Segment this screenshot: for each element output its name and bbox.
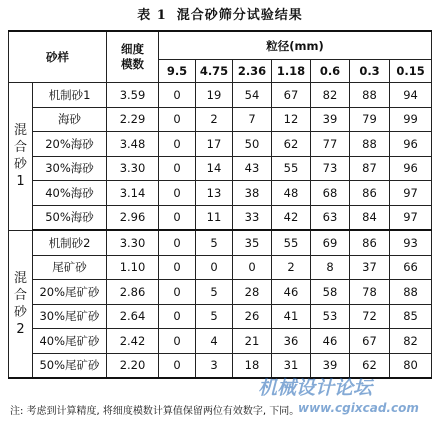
- passing-value: 5: [196, 230, 233, 255]
- header-sample: 砂样: [9, 31, 107, 83]
- watermark-url: www.cgixcad.com: [298, 401, 419, 415]
- sample-name: 50%尾矿砂: [33, 353, 107, 378]
- fineness-modulus: 1.10: [107, 255, 159, 280]
- fineness-modulus: 2.20: [107, 353, 159, 378]
- passing-value: 19: [196, 83, 233, 108]
- passing-value: 96: [390, 156, 432, 181]
- passing-value: 85: [390, 304, 432, 329]
- passing-value: 99: [390, 107, 432, 132]
- passing-value: 37: [350, 255, 390, 280]
- passing-value: 62: [272, 132, 311, 157]
- passing-value: 88: [350, 83, 390, 108]
- passing-value: 0: [159, 230, 196, 255]
- passing-value: 7: [233, 107, 272, 132]
- sieve-results-table: [8, 30, 432, 379]
- header-size-4: 0.6: [311, 60, 350, 83]
- passing-value: 11: [196, 205, 233, 230]
- sample-name: 机制砂2: [33, 230, 107, 255]
- passing-value: 0: [159, 304, 196, 329]
- passing-value: 79: [350, 107, 390, 132]
- table-row: [9, 353, 432, 378]
- header-size-2: 2.36: [233, 60, 272, 83]
- passing-value: 0: [233, 255, 272, 280]
- header-size-3: 1.18: [272, 60, 311, 83]
- table-row: [9, 255, 432, 280]
- fineness-modulus: 2.42: [107, 329, 159, 354]
- sample-name: 30%海砂: [33, 156, 107, 181]
- passing-value: 2: [272, 255, 311, 280]
- passing-value: 96: [390, 132, 432, 157]
- passing-value: 82: [390, 329, 432, 354]
- sample-name: 机制砂1: [33, 83, 107, 108]
- passing-value: 55: [272, 156, 311, 181]
- passing-value: 93: [390, 230, 432, 255]
- passing-value: 0: [196, 255, 233, 280]
- passing-value: 2: [196, 107, 233, 132]
- fineness-modulus: 3.30: [107, 156, 159, 181]
- sample-name: 20%尾矿砂: [33, 280, 107, 305]
- passing-value: 0: [159, 83, 196, 108]
- passing-value: 31: [272, 353, 311, 378]
- passing-value: 82: [311, 83, 350, 108]
- header-size-6: 0.15: [390, 60, 432, 83]
- fineness-modulus: 3.30: [107, 230, 159, 255]
- sample-name: 50%海砂: [33, 205, 107, 230]
- passing-value: 86: [350, 181, 390, 206]
- passing-value: 73: [311, 156, 350, 181]
- header-size-5: 0.3: [350, 60, 390, 83]
- passing-value: 86: [350, 230, 390, 255]
- passing-value: 67: [350, 329, 390, 354]
- fineness-modulus: 3.59: [107, 83, 159, 108]
- sample-name: 尾矿砂: [33, 255, 107, 280]
- passing-value: 18: [233, 353, 272, 378]
- passing-value: 0: [159, 255, 196, 280]
- group-label: 混 合 砂 1: [9, 83, 33, 231]
- passing-value: 97: [390, 205, 432, 230]
- passing-value: 0: [159, 107, 196, 132]
- passing-value: 4: [196, 329, 233, 354]
- header-size-1: 4.75: [196, 60, 233, 83]
- passing-value: 72: [350, 304, 390, 329]
- table-number: 表 1: [137, 8, 167, 23]
- table-row: [9, 230, 432, 255]
- table-row: [9, 329, 432, 354]
- passing-value: 66: [390, 255, 432, 280]
- header-size-0: 9.5: [159, 60, 196, 83]
- passing-value: 62: [350, 353, 390, 378]
- passing-value: 39: [311, 353, 350, 378]
- table-row: [9, 181, 432, 206]
- sample-name: 海砂: [33, 107, 107, 132]
- header-particle-size: 粒径(mm): [159, 31, 432, 60]
- passing-value: 88: [350, 132, 390, 157]
- passing-value: 50: [233, 132, 272, 157]
- table-row: [9, 205, 432, 230]
- sample-name: 30%尾矿砂: [33, 304, 107, 329]
- passing-value: 87: [350, 156, 390, 181]
- passing-value: 0: [159, 280, 196, 305]
- table-body: [9, 83, 432, 379]
- table-row: [9, 280, 432, 305]
- table-row: [9, 304, 432, 329]
- passing-value: 46: [311, 329, 350, 354]
- passing-value: 26: [233, 304, 272, 329]
- passing-value: 5: [196, 280, 233, 305]
- passing-value: 5: [196, 304, 233, 329]
- fineness-modulus: 3.48: [107, 132, 159, 157]
- table-row: [9, 132, 432, 157]
- passing-value: 8: [311, 255, 350, 280]
- passing-value: 17: [196, 132, 233, 157]
- passing-value: 38: [233, 181, 272, 206]
- passing-value: 0: [159, 156, 196, 181]
- passing-value: 0: [159, 205, 196, 230]
- passing-value: 78: [350, 280, 390, 305]
- header-fineness: 细度 模数: [107, 31, 159, 83]
- passing-value: 94: [390, 83, 432, 108]
- passing-value: 77: [311, 132, 350, 157]
- passing-value: 41: [272, 304, 311, 329]
- passing-value: 55: [272, 230, 311, 255]
- passing-value: 0: [159, 353, 196, 378]
- passing-value: 14: [196, 156, 233, 181]
- passing-value: 46: [272, 280, 311, 305]
- passing-value: 68: [311, 181, 350, 206]
- passing-value: 58: [311, 280, 350, 305]
- passing-value: 3: [196, 353, 233, 378]
- passing-value: 48: [272, 181, 311, 206]
- passing-value: 21: [233, 329, 272, 354]
- passing-value: 53: [311, 304, 350, 329]
- passing-value: 42: [272, 205, 311, 230]
- watermark-title: 机械设计论坛: [258, 377, 373, 399]
- passing-value: 97: [390, 181, 432, 206]
- passing-value: 67: [272, 83, 311, 108]
- table-row: [9, 107, 432, 132]
- passing-value: 0: [159, 329, 196, 354]
- passing-value: 35: [233, 230, 272, 255]
- passing-value: 84: [350, 205, 390, 230]
- passing-value: 80: [390, 353, 432, 378]
- table-header: [9, 31, 432, 83]
- passing-value: 43: [233, 156, 272, 181]
- fineness-modulus: 2.96: [107, 205, 159, 230]
- group-label: 混 合 砂 2: [9, 230, 33, 378]
- passing-value: 63: [311, 205, 350, 230]
- table-title: 混合砂筛分试验结果: [176, 8, 303, 23]
- table-caption: [0, 4, 440, 23]
- fineness-modulus: 2.64: [107, 304, 159, 329]
- sample-name: 40%海砂: [33, 181, 107, 206]
- fineness-modulus: 3.14: [107, 181, 159, 206]
- passing-value: 39: [311, 107, 350, 132]
- sample-name: 20%海砂: [33, 132, 107, 157]
- passing-value: 28: [233, 280, 272, 305]
- sample-name: 40%尾矿砂: [33, 329, 107, 354]
- passing-value: 36: [272, 329, 311, 354]
- passing-value: 12: [272, 107, 311, 132]
- passing-value: 54: [233, 83, 272, 108]
- table-row: [9, 156, 432, 181]
- passing-value: 0: [159, 132, 196, 157]
- passing-value: 13: [196, 181, 233, 206]
- passing-value: 33: [233, 205, 272, 230]
- table-note: 注: 考虑到计算精度, 将细度模数计算值保留两位有效数字, 下同。: [10, 406, 300, 417]
- passing-value: 0: [159, 181, 196, 206]
- fineness-modulus: 2.29: [107, 107, 159, 132]
- table-row: [9, 83, 432, 108]
- passing-value: 69: [311, 230, 350, 255]
- fineness-modulus: 2.86: [107, 280, 159, 305]
- passing-value: 88: [390, 280, 432, 305]
